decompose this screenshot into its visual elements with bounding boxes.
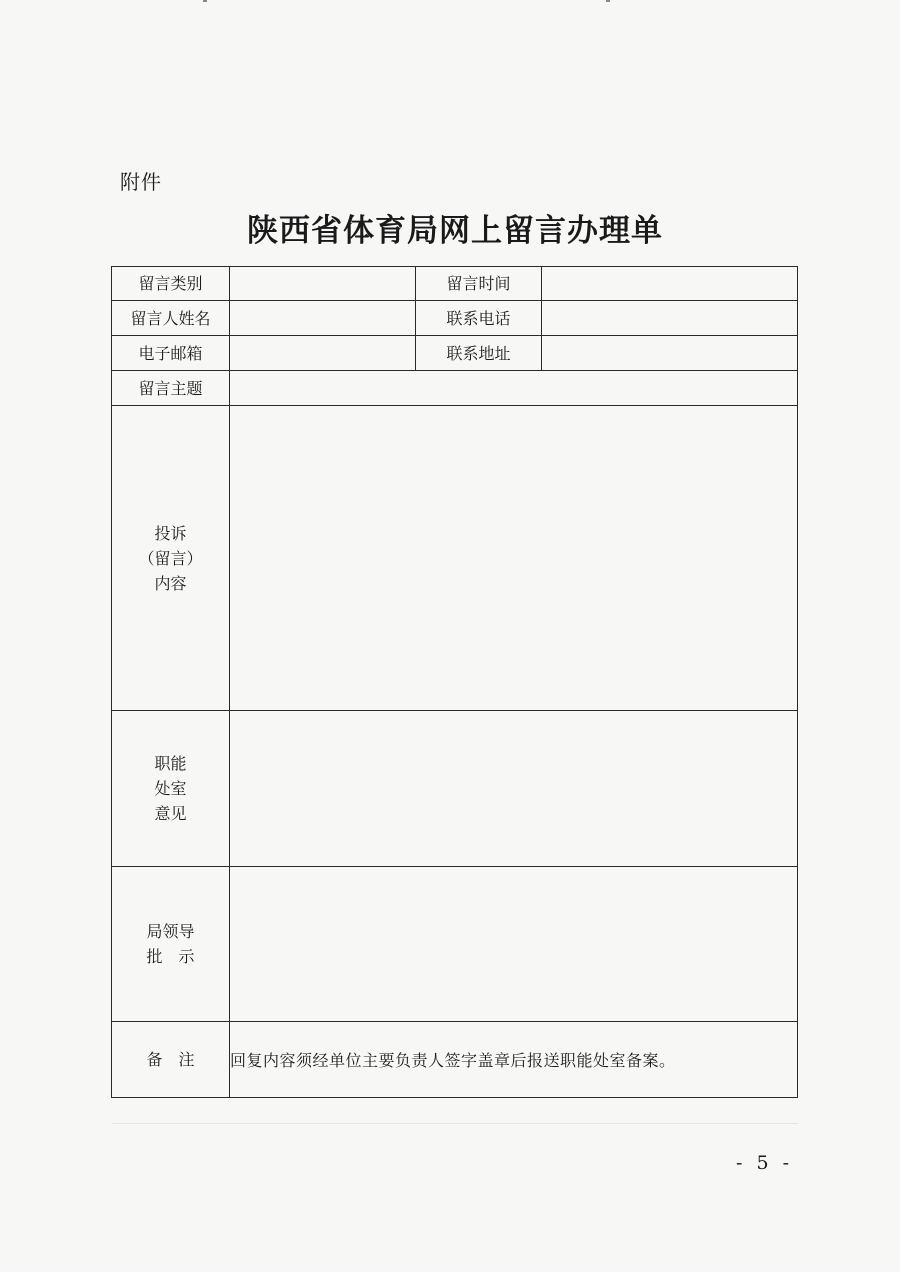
department-opinion-field[interactable] bbox=[230, 711, 798, 867]
label-line: 批 示 bbox=[146, 947, 195, 966]
table-row bbox=[112, 301, 798, 336]
message-category-field[interactable] bbox=[230, 267, 416, 301]
email-label: 电子邮箱 bbox=[112, 336, 230, 371]
label-line: 意见 bbox=[154, 804, 187, 823]
table-row bbox=[112, 406, 798, 711]
message-time-field[interactable] bbox=[542, 267, 798, 301]
leader-instruction-field[interactable] bbox=[230, 867, 798, 1022]
complaint-content-field[interactable] bbox=[230, 406, 798, 711]
remarks-label: 备 注 bbox=[112, 1022, 230, 1098]
table-row bbox=[112, 336, 798, 371]
department-opinion-label bbox=[112, 711, 230, 867]
contact-phone-field[interactable] bbox=[542, 301, 798, 336]
label-line: 局领导 bbox=[146, 922, 195, 941]
contact-address-field[interactable] bbox=[542, 336, 798, 371]
message-time-label: 留言时间 bbox=[416, 267, 542, 301]
label-line: 内容 bbox=[154, 573, 187, 593]
sender-name-label: 留言人姓名 bbox=[112, 301, 230, 336]
label-line: 处室 bbox=[154, 779, 187, 798]
message-form-table bbox=[111, 266, 798, 1098]
contact-phone-label: 联系电话 bbox=[416, 301, 542, 336]
label-line: 投诉 bbox=[154, 523, 187, 543]
table-row bbox=[112, 867, 798, 1022]
document-title: 陕西省体育局网上留言办理单 bbox=[247, 213, 663, 249]
table-row bbox=[112, 1022, 798, 1098]
complaint-content-label bbox=[112, 406, 230, 711]
scan-mark bbox=[606, 0, 610, 2]
message-subject-field[interactable] bbox=[230, 371, 798, 406]
label-line: （留言） bbox=[138, 548, 203, 568]
table-row bbox=[112, 711, 798, 867]
message-subject-label: 留言主题 bbox=[112, 371, 230, 406]
table-row bbox=[112, 267, 798, 301]
email-field[interactable] bbox=[230, 336, 416, 371]
attachment-label: 附件 bbox=[120, 170, 162, 194]
bleed-through-line bbox=[112, 1123, 798, 1124]
page-number: - 5 - bbox=[736, 1152, 794, 1174]
contact-address-label: 联系地址 bbox=[416, 336, 542, 371]
leader-instruction-label bbox=[112, 867, 230, 1022]
table-row bbox=[112, 371, 798, 406]
scan-mark bbox=[203, 0, 207, 2]
remarks-text: 回复内容须经单位主要负责人签字盖章后报送职能处室备案。 bbox=[230, 1022, 798, 1098]
message-category-label: 留言类别 bbox=[112, 267, 230, 301]
label-line: 职能 bbox=[154, 754, 187, 773]
sender-name-field[interactable] bbox=[230, 301, 416, 336]
